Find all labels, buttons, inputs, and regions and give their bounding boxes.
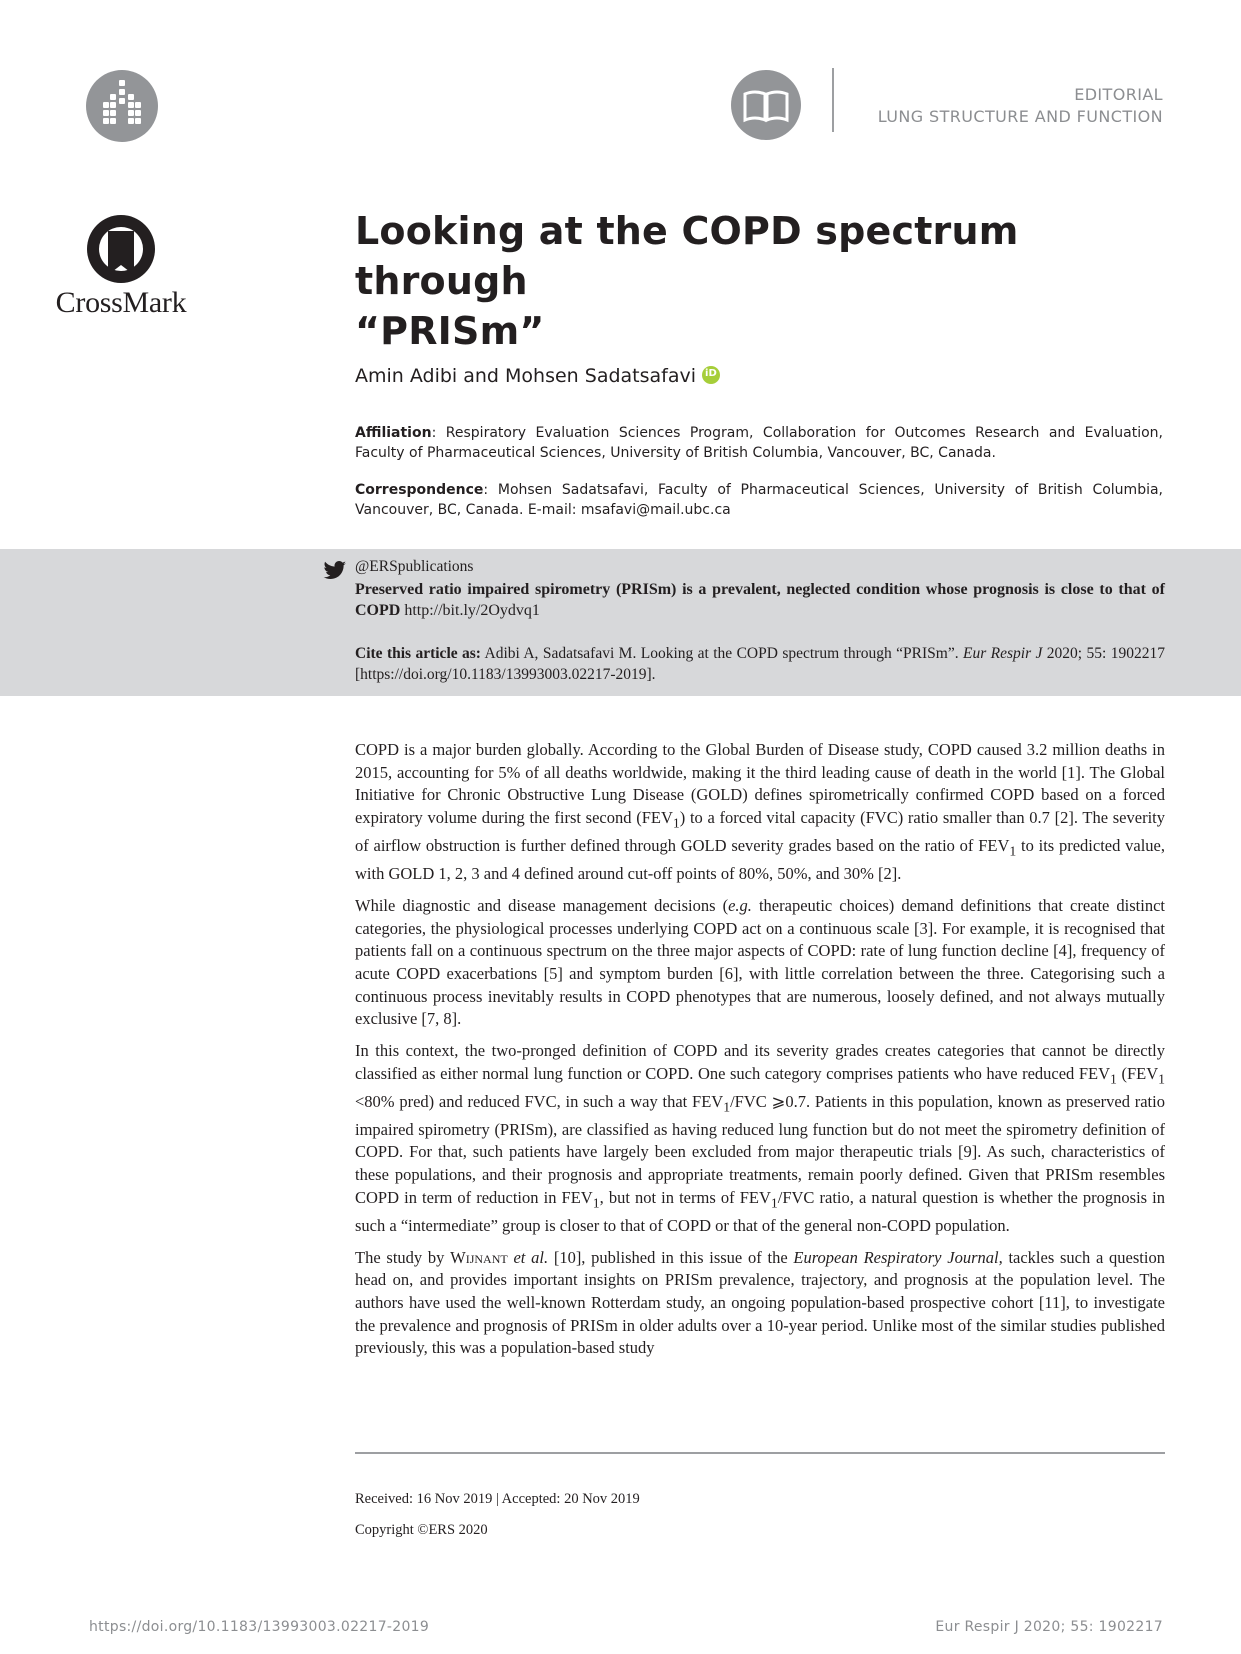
tweet-handle[interactable]: @ERSpublications xyxy=(355,558,474,575)
subscript: 1 xyxy=(770,1195,778,1211)
section-label xyxy=(878,84,1163,128)
author-names: Amin Adibi and Mohsen Sadatsafavi xyxy=(355,365,697,387)
article-body xyxy=(355,739,1165,1369)
affiliation xyxy=(355,423,1163,463)
citation-text-1: Adibi A, Sadatsafavi M. Looking at the COPD spectrum through “PRISm”. xyxy=(480,645,963,662)
correspondence xyxy=(355,480,1163,520)
footer-rule xyxy=(355,1452,1165,1454)
text-run: The study by xyxy=(355,1247,451,1267)
crossmark-label[interactable]: CrossMark xyxy=(55,286,187,319)
affiliation-label: Affiliation xyxy=(355,425,432,441)
received-dates: Received: 16 Nov 2019 | Accepted: 20 Nov 2019 xyxy=(355,1491,640,1507)
title-line-2: “PRISm” xyxy=(355,309,545,353)
text-run: /FVC ⩾0.7. Patients in this population, known as preserved ratio impaired spirometry (PRISm), are classified as having reduced lung function but do not meet the spirometry definition of COPD. For that, such patients have largely been excluded from major therapeutic trials [9]. As such, characteristics of these populations, and their prognosis and appropriate treatments, remain poorly defined. Given that PRISm resembles COPD in term of reduction in FEV xyxy=(355,1091,1165,1207)
correspondence-label: Correspondence xyxy=(355,482,484,498)
tweet-summary: Preserved ratio impaired spirometry (PRISm) is a prevalent, neglected condition whose prognosis is close to that of COPD xyxy=(355,581,1165,619)
text-run: European Respiratory Journal, xyxy=(793,1247,1003,1267)
correspondence-text: : Mohsen Sadatsafavi, Faculty of Pharmaceutical Sciences, University of British Columbia, Vancouver, BC, Canada. E-mail: msafavi@mail.ubc.ca xyxy=(355,482,1163,518)
footer-journal-ref: Eur Respir J 2020; 55: 1902217 xyxy=(935,1619,1163,1635)
text-run: et al. xyxy=(507,1247,549,1267)
authors xyxy=(355,365,720,387)
paragraph-4 xyxy=(355,1247,1165,1361)
text-run: , but not in terms of FEV xyxy=(599,1187,771,1207)
text-run: /FVC ratio, a natural question is whether the prognosis in such a “intermediate” group is closer to that of COPD or that of the general non-COPD population. xyxy=(355,1187,1166,1235)
twitter-bird-icon xyxy=(323,561,347,581)
tweet-text xyxy=(355,579,1165,621)
text-run: e.g. xyxy=(728,895,752,915)
subscript: 1 xyxy=(1009,843,1017,859)
header-divider xyxy=(832,68,834,132)
citation-text-2[interactable]: 2020; 55: 1902217 [https://doi.org/10.1183/13993003.02217-2019]. xyxy=(355,645,1165,683)
subscript: 1 xyxy=(1158,1071,1165,1087)
copyright: Copyright ©ERS 2020 xyxy=(355,1522,488,1538)
text-run: While diagnostic and disease management decisions ( xyxy=(355,895,729,915)
tweet-link[interactable]: http://bit.ly/2Oydvq1 xyxy=(400,602,540,619)
text-run: ) to a forced vital capacity (FVC) ratio smaller than 0.7 [2]. The severity of airflow obstruction is further defined through GOLD severity grades based on the ratio of FEV xyxy=(355,808,1165,856)
subscript: 1 xyxy=(592,1195,600,1211)
subscript: 1 xyxy=(1110,1071,1117,1087)
text-run: (FEV xyxy=(1116,1063,1159,1083)
affiliation-text: : Respiratory Evaluation Sciences Program, Collaboration for Outcomes Research and Evaluation, Faculty of Pharmaceutical Sciences, University of British Columbia, Vancouver, BC, Canada. xyxy=(355,425,1163,461)
lung-icon xyxy=(86,70,158,142)
text-run: therapeutic choices) demand definitions that create distinct categories, the physiological processes underlying COPD act on a continuous scale [3]. For example, it is recognised that patients fall on a continuous spectrum on the three major aspects of COPD: rate of lung function decline [4], frequency of acute COPD exacerbations [5] and symptom burden [6], with little correlation between the three. Categorising such a continuous process inevitably results in COPD phenotypes that are numerous, loosely defined, and not always mutually exclusive [7, 8]. xyxy=(355,895,1166,1029)
text-run: COPD is a major burden globally. According to the Global Burden of Disease study, COPD caused 3.2 million deaths in 2015, accounting for 5% of all deaths worldwide, making it the third leading cause of death in the world [1]. The Global Initiative for Chronic Obstructive Lung Disease (GOLD) defines spirometrically confirmed COPD based on a forced expiratory volume during the first second (FEV xyxy=(355,740,1165,828)
text-run: <80% pred) and reduced FVC, in such a way that FEV xyxy=(355,1091,724,1111)
paragraph-2 xyxy=(355,895,1165,1031)
text-run: In this context, the two-pronged definition of COPD and its severity grades creates categories that cannot be directly classified as either normal lung function or COPD. One such category comprises patients who have reduced FEV xyxy=(355,1041,1165,1083)
section-topic: LUNG STRUCTURE AND FUNCTION xyxy=(877,107,1163,126)
section-type: EDITORIAL xyxy=(1074,85,1163,104)
citation xyxy=(355,643,1165,685)
article-title xyxy=(355,206,1175,356)
footer-doi[interactable]: https://doi.org/10.1183/13993003.02217-2019 xyxy=(89,1619,430,1635)
text-run: to its predicted value, with GOLD 1, 2, 3 and 4 defined around cut-off points of 80%, 50%, and 30% [2]. xyxy=(355,836,1165,884)
subscript: 1 xyxy=(723,1099,731,1115)
text-run: tackles such a question head on, and provides important insights on PRISm prevalence, trajectory, and prognosis at the population level. The authors have used the well-known Rotterdam study, an ongoing population-based prospective cohort [11], to investigate the prevalence and prognosis of PRISm in older adults over a 10-year period. Unlike most of the similar studies published previously, this was a population-based study xyxy=(355,1247,1165,1358)
open-book-icon xyxy=(731,70,801,140)
title-line-1: Looking at the COPD spectrum through xyxy=(355,209,1019,303)
text-run: Wijnant xyxy=(450,1247,508,1267)
citation-label: Cite this article as: xyxy=(355,645,481,662)
orcid-icon[interactable] xyxy=(702,366,720,384)
citation-journal: Eur Respir J xyxy=(963,645,1043,662)
paragraph-1 xyxy=(355,739,1165,886)
text-run: [10], published in this issue of the xyxy=(548,1247,794,1267)
paragraph-3 xyxy=(355,1040,1165,1238)
subscript: 1 xyxy=(672,815,680,831)
